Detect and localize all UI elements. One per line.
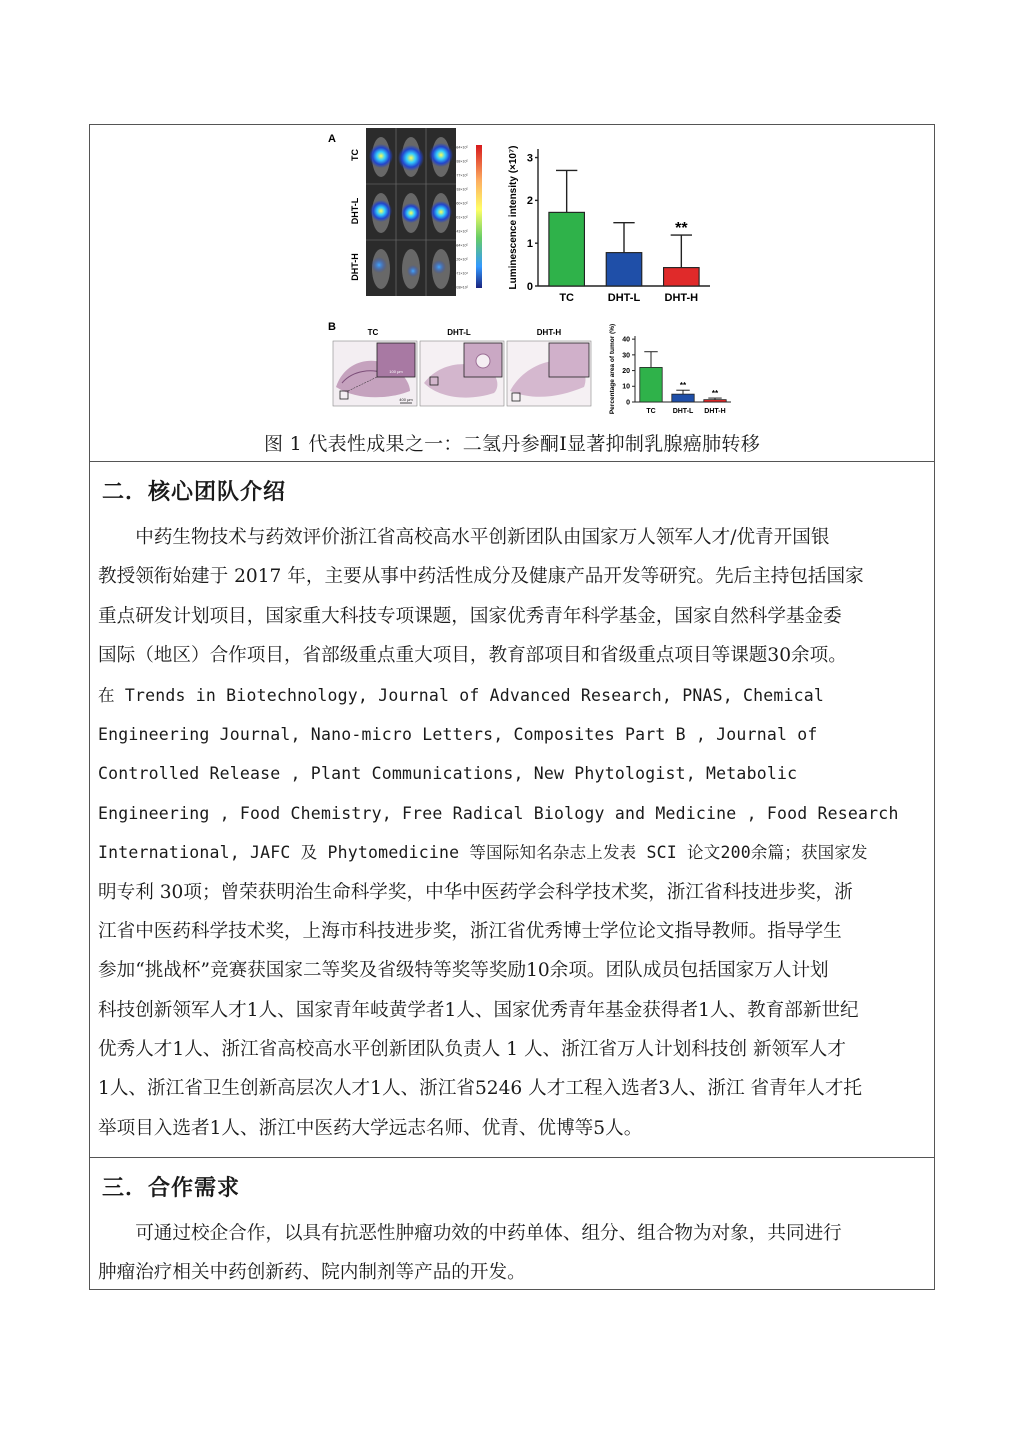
section-title-core-team: 二．核心团队介绍 [102, 480, 287, 505]
section-title-cooperation: 三．合作需求 [102, 1176, 241, 1201]
histology-label-tc: TC [367, 328, 379, 337]
bar [640, 367, 662, 402]
y-tick-label: 3 [526, 152, 533, 165]
y-tick-label: 2 [526, 195, 533, 208]
histology-label-dht-h: DHT-H [536, 328, 562, 337]
paragraph-line: 江省中医药科学技术奖，上海市科技进步奖，浙江省优秀博士学位论文指导教师。指导学生 [98, 920, 842, 942]
cooperation-paragraph [98, 1214, 930, 1293]
row-label-dht-h: DHT-H [350, 253, 360, 281]
colorbar-tick-label: 5.584×10⁵ [451, 145, 468, 150]
paragraph-line: 重点研发计划项目，国家重大科技专项课题，国家优秀青年科学基金，国家自然科学基金委 [98, 605, 842, 627]
paragraph-line: 肿瘤治疗相关中药创新药、院内制剂等产品的开发。 [98, 1262, 526, 1284]
bar [549, 212, 585, 286]
chart-luminescence [508, 146, 710, 304]
colorbar-tick-label: 3.360×10⁵ [451, 201, 468, 206]
x-tick-label: DHT-H [704, 408, 726, 415]
paragraph-line: Engineering , Food Chemistry, Free Radical Biology and Medicine , Food Research [98, 803, 899, 823]
colorbar-tick-label: 5.038×10⁵ [451, 159, 468, 164]
x-tick-label: DHT-L [672, 408, 694, 415]
paragraph-line: Engineering Journal, Nano-micro Letters, Composites Part B , Journal of [98, 724, 818, 744]
paragraph-line: 教授领衔始建于 2017 年，主要从事中药活性成分及健康产品开发等研究。先后主持包括国家 [98, 566, 864, 588]
bar [606, 253, 642, 286]
paragraph-line: 在 Trends in Biotechnology, Journal of Advanced Research, PNAS, Chemical [98, 685, 825, 705]
colorbar-tick-label: 4.477×10⁵ [451, 173, 468, 178]
significance-marker: ** [679, 381, 687, 391]
colorbar-tick-label: 2.801×10⁵ [451, 215, 468, 220]
scale-label-inset: 100 μm [389, 369, 403, 374]
histology-image-dht-h [507, 341, 591, 406]
colorbar-tick-label: 1.684×10⁵ [451, 243, 468, 248]
y-tick-label: 10 [622, 383, 630, 391]
core-team-paragraph [98, 518, 930, 1148]
paragraph-line: 中药生物技术与药效评价浙江省高校高水平创新团队由国家万人领军人才/优青开国银 [98, 527, 830, 548]
row-label-dht-l: DHT-L [350, 197, 360, 225]
y-tick-label: 30 [622, 352, 630, 360]
paragraph-line: 优秀人才1人、浙江省高校高水平创新团队负责人 1 人、浙江省万人计划科技创 新领军人才 [98, 1039, 846, 1061]
paragraph-line: 举项目入选者1人、浙江中医药大学远志名师、优青、优博等5人。 [98, 1117, 643, 1139]
x-tick-label: DHT-L [607, 292, 641, 304]
y-tick-label: 1 [526, 238, 533, 251]
y-tick-label: 0 [626, 399, 630, 407]
colorbar-tick-label: 8.038×10² [451, 285, 468, 290]
paragraph-line: 国际（地区）合作项目，省部级重点重大项目，教育部项目和省级重点项目等课题30余项。 [98, 645, 847, 667]
x-tick-label: TC [559, 292, 575, 304]
colorbar [476, 145, 482, 288]
y-tick-label: 20 [622, 368, 630, 376]
significance-marker: ** [675, 220, 688, 238]
figure-cell [90, 125, 934, 461]
content-table [89, 124, 935, 1290]
divider [90, 461, 934, 462]
paragraph-line: Controlled Release , Plant Communications, New Phytologist, Metabolic [98, 764, 798, 784]
y-axis-label: Luminescence intensity (×10⁷) [508, 145, 519, 290]
histology-label-dht-l: DHT-L [447, 328, 471, 337]
colorbar-tick-label: 2.243×10⁵ [451, 229, 468, 234]
significance-marker: ** [711, 389, 719, 399]
bioluminescence-image-grid [366, 128, 456, 296]
y-tick-label: 0 [526, 280, 533, 293]
row-label-tc: TC [350, 149, 360, 161]
colorbar-tick-label: 1.126×10⁵ [451, 257, 468, 262]
bar [704, 400, 726, 402]
scale-label-main: 400 μm [399, 397, 413, 402]
y-tick-label: 40 [622, 336, 630, 344]
paragraph-line: 参加“挑战杯”竞赛获国家二等奖及省级特等奖等奖励10余项。团队成员包括国家万人计划 [98, 960, 829, 982]
paragraph-line: 可通过校企合作，以具有抗恶性肿瘤功效的中药单体、组分、组合物为对象，共同进行 [98, 1223, 842, 1244]
bar [672, 394, 694, 402]
divider [90, 1157, 934, 1158]
figure-graphic [90, 125, 934, 425]
x-tick-label: DHT-H [664, 292, 699, 304]
chart-tumor-area [609, 324, 731, 415]
panel-a-label: A [328, 133, 336, 145]
figure-caption: 图 1 代表性成果之一：二氢丹参酮I显著抑制乳腺癌肺转移 [263, 433, 761, 455]
colorbar-tick-label: 5.671×10⁴ [451, 271, 468, 276]
histology-image-tc [333, 341, 417, 406]
panel-b-label: B [328, 321, 336, 333]
paragraph-line: 科技创新领军人才1人、国家青年岐黄学者1人、国家优秀青年基金获得者1人、教育部新世纪 [98, 999, 859, 1021]
histology-image-dht-l [420, 341, 504, 406]
x-tick-label: TC [646, 408, 656, 415]
paragraph-line: International, JAFC 及 Phytomedicine 等国际知名杂志上发表 SCI 论文200余篇；获国家发 [98, 843, 868, 863]
paragraph-line: 明专利 30项；曾荣获明治生命科学奖，中华中医药学会科学技术奖，浙江省科技进步奖，浙 [98, 881, 853, 903]
colorbar-tick-label: 3.918×10⁵ [451, 187, 468, 192]
paragraph-line: 1人、浙江省卫生创新高层次人才1人、浙江省5246 人才工程入选者3人、浙江 省青年人才托 [98, 1078, 863, 1100]
bar [664, 268, 700, 286]
y-axis-label: Percentage area of tumor (%) [609, 323, 616, 415]
